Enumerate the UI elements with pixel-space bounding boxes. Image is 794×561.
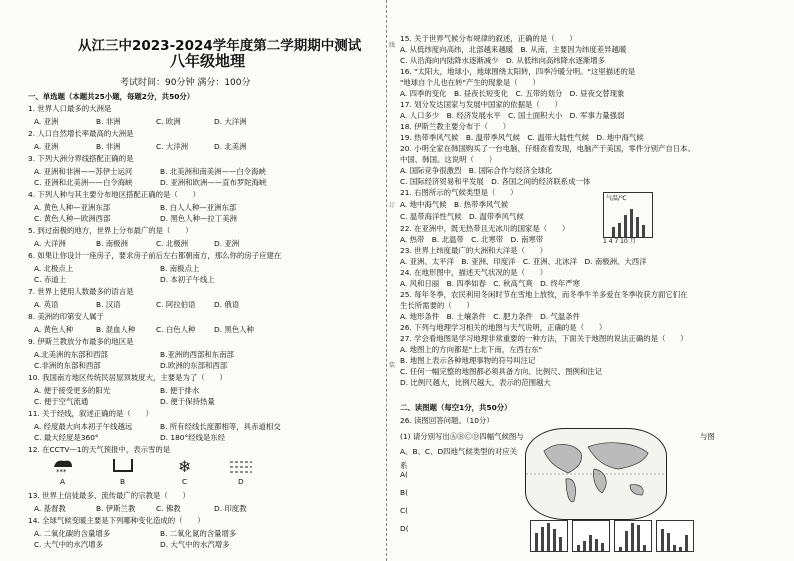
chart-bar xyxy=(618,223,621,237)
option[interactable]: C. 赤道上 xyxy=(34,275,67,284)
question-stem: 4. 下列人种与其主要分布地区搭配正确的是（ ） xyxy=(28,190,200,199)
right-text-line: 25. 每年冬季，农民利用冬闲时节在雪地上放牧，而冬季牛羊多爱在冬季收获方面它们在 xyxy=(400,290,688,299)
world-map xyxy=(525,428,667,520)
option-label: D xyxy=(238,477,244,486)
question-stem: 5. 到过南极的地方，世界上分布最广的是（ ） xyxy=(28,226,193,235)
right-text-line[interactable]: C. 任何一幅完整的地图都必须具备方向、比例尺、图例和注记 xyxy=(400,367,603,376)
q26-prompt-2: A、B、C、D四地气候类型的对应关 xyxy=(400,447,518,456)
right-text-line[interactable]: A. 从低纬度向高纬，北部越来越暖 B. 从南，主要因为纬度差异越暖 xyxy=(400,45,627,54)
question-stem: 10. 我国南方地区传统民居屋顶坡度大，主要是为了（ ） xyxy=(28,373,227,382)
thumb-bar xyxy=(535,533,538,551)
option[interactable]: D. 大洋洲 xyxy=(214,117,247,126)
right-text-line: 26. 下列与地理学习相关的地图与天气说明，正确的是（ ） xyxy=(400,323,607,332)
question-stem: 8. 美洲的印第安人属于 xyxy=(28,312,104,321)
option[interactable]: D. 印度教 xyxy=(214,504,247,513)
fold-line: 线 订 装 xyxy=(386,0,401,561)
section-2-heading: 二、读图题（每空1分，共50分） xyxy=(400,403,512,412)
option[interactable]: B. 白人人种—亚洲东部 xyxy=(160,203,237,212)
thumb-bar xyxy=(661,529,664,551)
option-label: C xyxy=(182,477,188,486)
blank-b[interactable]: B( xyxy=(400,488,408,497)
climate-thumb-a xyxy=(530,520,568,552)
bucket-icon xyxy=(108,457,142,475)
climate-thumb-c xyxy=(614,520,652,552)
right-text-line: 15. 关于世界气候分布规律的叙述，正确的是（ ） xyxy=(400,34,577,43)
thumb-bar xyxy=(685,535,688,551)
option[interactable]: B. 便于排水 xyxy=(160,386,200,395)
right-text-line[interactable]: D. 比例尺越大，比例尺越大，表示的范围越大 xyxy=(400,378,551,387)
question-stem: 13. 世界上信徒最多、流传最广的宗教是（ ） xyxy=(28,491,190,500)
thumb-bar xyxy=(625,531,628,551)
option[interactable]: B. 伊斯兰教 xyxy=(96,504,136,513)
thumb-bar xyxy=(601,543,604,551)
option[interactable]: B. 北美洲和南美洲——白令海峡 xyxy=(160,167,266,176)
option[interactable]: D. 便于保持热量 xyxy=(160,397,215,406)
thumb-bar xyxy=(541,527,544,551)
thumb-bar xyxy=(619,547,622,551)
option[interactable]: D. 大气中的水汽增多 xyxy=(160,540,230,549)
option[interactable]: D.欧洲的东部和西部 xyxy=(160,361,228,370)
q26-prompt-3: 系 xyxy=(400,461,408,470)
option[interactable]: D. 亚洲 xyxy=(214,239,240,248)
climate-chart xyxy=(603,192,653,238)
right-text-line: 19. 热带季风气候 B. 温带季风气候 C. 温带大陆性气候 D. 地中海气候 xyxy=(400,133,644,142)
option[interactable]: B. 混血人种 xyxy=(96,325,136,334)
q26-title: 26. 读图回答问题。（10分） xyxy=(400,416,494,425)
right-text-line[interactable]: A. 地形条件 B. 土壤条件 C. 肥力条件 D. 气温条件 xyxy=(400,312,581,321)
right-text-line[interactable]: A. 人口多少 B. 经济发展水平 C. 国土面积大小 D. 军事力量强弱 xyxy=(400,111,625,120)
option[interactable]: C. 最大经度是360° xyxy=(34,433,99,442)
blank-a[interactable]: A( xyxy=(400,470,408,479)
chart-bar xyxy=(636,217,639,237)
question-stem: 1. 世界人口最多的大洲是 xyxy=(28,104,112,113)
climate-thumb-b xyxy=(572,520,610,552)
right-text-line[interactable]: C. 从沿海向内陆降水逐渐减少 D. 从低纬向高纬降水逐渐增多 xyxy=(400,56,606,65)
right-text-line: 23. 世界上纬度最广的大洲和大洋是（ ） xyxy=(400,246,548,255)
question-stem: 11. 关于经线，叙述正确的是（ ） xyxy=(28,409,153,418)
right-text-line: 生长所需要的（ ） xyxy=(400,301,474,310)
thumb-bar xyxy=(595,539,598,551)
right-text-line: 20. 小明全家在韩国购买了一台电脑，仔细查看发现，电脑产于美国，零件分别产自日本、 xyxy=(400,144,695,153)
chart-bar xyxy=(612,227,615,237)
right-text-line: "地球自个儿也在转"产生的现象是（ ） xyxy=(400,78,540,87)
question-stem: 3. 下列大洲分界线搭配正确的是 xyxy=(28,154,134,163)
blank-d[interactable]: D( xyxy=(400,524,409,533)
thumb-bar xyxy=(679,547,682,551)
chart-ylabel: 气温/℃ xyxy=(606,195,627,202)
question-stem: 12. 在CCTV—1的天气预报中，表示雪的是 xyxy=(28,445,171,454)
option[interactable]: D. 北美洲 xyxy=(214,142,247,151)
option[interactable]: C. 便于空气流通 xyxy=(34,397,89,406)
thumb-bar xyxy=(667,533,670,551)
option[interactable]: A. 大洋洲 xyxy=(34,239,66,248)
option[interactable]: B. 所有经线长度都相等，具赤道相交 xyxy=(160,422,281,431)
right-text-line[interactable]: C. 国际经济贸易和平发展 D. 各国之间的经济联系成一体 xyxy=(400,177,591,186)
option[interactable]: C. 欧洲 xyxy=(156,117,181,126)
option[interactable]: C. 阿拉伯语 xyxy=(156,300,196,309)
right-text-line[interactable]: C. 温带海洋性气候 D. 温带季风气候 xyxy=(400,212,524,221)
option[interactable]: A. 黄色人种 xyxy=(34,325,74,334)
q26-prompt-right: 与图 xyxy=(700,432,715,441)
thumb-bar xyxy=(547,523,550,551)
option[interactable]: A. 基督教 xyxy=(34,504,66,513)
option[interactable]: B. 汉语 xyxy=(96,300,121,309)
fog-icon xyxy=(226,457,260,475)
option[interactable]: A. 亚洲和非洲——苏伊士运河 xyxy=(34,167,133,176)
option[interactable]: C.非洲的东部和西部 xyxy=(34,361,101,370)
right-text-line[interactable]: A. 国际竞争很激烈 B. 国际合作与经济全球化 xyxy=(400,166,553,175)
chart-xlabel: 1 4 7 10 月 xyxy=(603,238,636,245)
thumb-bar xyxy=(643,545,646,551)
right-text-line: 21. 右图所示的气候类型是（ ） xyxy=(400,188,518,197)
option[interactable]: A. 经度最大向本初子午线越远 xyxy=(34,422,133,431)
question-stem: 2. 人口自然增长率最高的大洲是 xyxy=(28,129,134,138)
right-text-line[interactable]: A. 四季的变化 B. 昼夜长短变化 C. 五带的划分 D. 昼夜交替现象 xyxy=(400,89,625,98)
option[interactable]: A. 便于接受更多的阳光 xyxy=(34,386,111,395)
option[interactable]: C. 大气中的水汽增多 xyxy=(34,540,103,549)
right-text-line: 24. 在地形图中，描述天气状况的是（ ） xyxy=(400,268,548,277)
right-text-line[interactable]: A. 热带 B. 北温带 C. 北寒带 D. 南寒带 xyxy=(400,235,544,244)
right-text-line: 中国、韩国。这说明（ ） xyxy=(400,155,497,164)
option[interactable]: B. 二氧化氮的含量增多 xyxy=(160,529,237,538)
right-text-line[interactable]: A. 亚洲、太平洋 B. 亚洲、印度洋 C. 亚洲、北冰洋 D. 南极洲、大西洋 xyxy=(400,257,647,266)
option[interactable]: A. 英语 xyxy=(34,300,59,309)
q26-prompt: (1) 请分别写出ⒶⒷⒸⒹ四幅气候图与 xyxy=(400,432,524,441)
option[interactable]: D. 180°经线是东经 xyxy=(160,433,226,442)
thumb-bar xyxy=(589,535,592,551)
svg-text:❄: ❄ xyxy=(178,457,192,475)
thumb-bar xyxy=(553,529,556,551)
option-label: B xyxy=(120,477,126,486)
option[interactable]: B. 非洲 xyxy=(96,142,121,151)
right-text-line[interactable]: A. 风和日丽 B. 四季如春 C. 秋高气爽 D. 终年严寒 xyxy=(400,279,581,288)
right-text-line: 18. 伊斯兰教主要分布于（ ） xyxy=(400,122,511,131)
chart-bar xyxy=(642,225,645,237)
option[interactable]: D. 俄语 xyxy=(214,300,240,309)
exam-meta: 考试时间：90分钟 满分：100分 xyxy=(120,78,251,88)
option[interactable]: D. 本初子午线上 xyxy=(160,275,215,284)
exam-subtitle: 八年级地理 xyxy=(170,52,246,70)
exam-title: 从江三中2023-2024学年度第二学期期中测试 xyxy=(78,38,362,54)
option[interactable]: C. 北极洲 xyxy=(156,239,189,248)
option[interactable]: D. 黑色人种 xyxy=(214,325,254,334)
question-stem: 9. 伊斯兰教放分布最多的地区是 xyxy=(28,337,134,346)
option[interactable]: B. 南极点上 xyxy=(160,264,200,273)
question-stem: 14. 全球气候变暖主要是下列哪种变化造成的（ ） xyxy=(28,516,205,525)
chart-bar xyxy=(630,209,633,237)
right-text-line[interactable]: B. 地图上表示各种地理事物的符号叫注记 xyxy=(400,356,536,365)
option-label: A xyxy=(60,477,66,486)
option[interactable]: D. 亚洲和欧洲——直布罗陀海峡 xyxy=(160,178,267,187)
thumb-bar xyxy=(559,537,562,551)
option[interactable]: A. 黄色人种—亚洲东部 xyxy=(34,203,111,212)
option[interactable]: C. 黄色人种—欧洲西部 xyxy=(34,214,111,223)
option[interactable]: C. 白色人种 xyxy=(156,325,196,334)
right-text-line: 27. 学会看地图是学习地理非常重要的一种方法，下面关于地图的说法正确的是（ ） xyxy=(400,334,688,343)
option[interactable]: B. 非洲 xyxy=(96,117,121,126)
option[interactable]: A. 亚洲 xyxy=(34,117,59,126)
thumb-bar xyxy=(637,525,640,551)
thumb-bar xyxy=(577,545,580,551)
climate-thumb-d xyxy=(656,520,694,552)
section-1-heading: 一、单选题（本题共25小题，每题2分，共50分） xyxy=(28,92,195,101)
option[interactable]: A. 北极点上 xyxy=(34,264,74,273)
option[interactable]: A. 亚洲 xyxy=(34,142,59,151)
snow-cloud-icon xyxy=(48,457,82,475)
option[interactable]: C. 亚洲和北美洲——白令海峡 xyxy=(34,178,133,187)
question-stem: 6. 如果让你设计一座房子，要求房子前后左右都朝南方，那么你的房子应建在 xyxy=(28,251,282,260)
right-text-line[interactable]: A. 地图上的方向都是"上北下南，左西右东" xyxy=(400,345,543,354)
thumb-bar xyxy=(631,523,634,551)
option[interactable]: B. 南极洲 xyxy=(96,239,128,248)
right-text-line: 16. "太阳大，地球小，地球围绕太阳转，四季冷暖分明。"这里描述的是 xyxy=(400,67,636,76)
right-text-line: 17. 划分发达国家与发展中国家的依据是（ ） xyxy=(400,100,562,109)
thumb-bar xyxy=(673,545,676,551)
option[interactable]: B.亚洲的西部和东南部 xyxy=(160,350,234,359)
snowflake-icon xyxy=(170,457,204,475)
right-text-line[interactable]: A. 地中海气候 B. 热带季风气候 xyxy=(400,200,509,209)
option[interactable]: C. 佛教 xyxy=(156,504,181,513)
option[interactable]: C. 大洋洲 xyxy=(156,142,189,151)
chart-bar xyxy=(624,215,627,237)
blank-c[interactable]: C( xyxy=(400,506,409,515)
svg-text:***: *** xyxy=(56,468,67,475)
option[interactable]: A.北美洲的东部和西部 xyxy=(34,350,108,359)
thumb-bar xyxy=(583,541,586,551)
question-stem: 7. 世界上使用人数最多的语言是 xyxy=(28,287,134,296)
right-text-line: 22. 在亚洲中，既无热带且无冰川的国家是（ ） xyxy=(400,224,570,233)
option[interactable]: A. 二氧化碳的含量增多 xyxy=(34,529,111,538)
option[interactable]: D. 黑色人种—拉丁美洲 xyxy=(160,214,237,223)
